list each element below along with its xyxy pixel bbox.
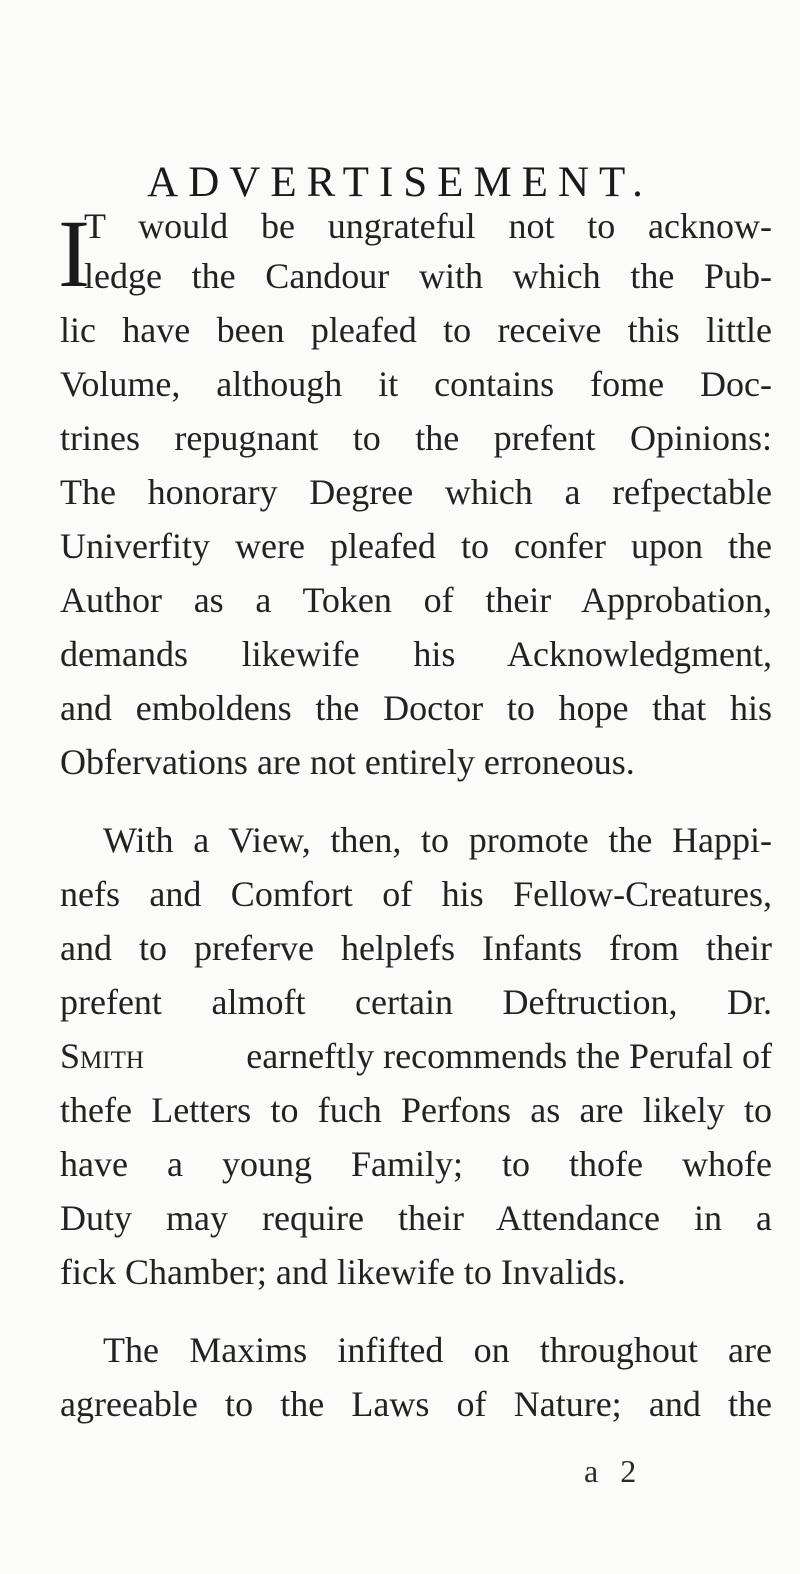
drop-cap: I: [58, 200, 90, 307]
paragraph-2-line: With a View, then, to promote the Happi-: [103, 820, 772, 860]
paragraph-1-line: trines repugnant to the prefent Opinions:: [60, 418, 772, 458]
paragraph-1-line: The honorary Degree which a refpectable: [60, 472, 772, 512]
paragraph-1-line: Univerfity were pleafed to confer upon the: [60, 526, 772, 566]
paragraph-2-line: fick Chamber; and likewife to Invalids.: [60, 1252, 626, 1292]
paragraph-1-line: Author as a Token of their Approbation,: [60, 580, 772, 620]
paragraph-2-line: nefs and Comfort of his Fellow-Creatures,: [60, 874, 772, 914]
signature-mark: a 2: [584, 1453, 637, 1489]
paragraph-3-line: agreeable to the Laws of Nature; and the: [60, 1384, 772, 1424]
paragraph-1-line: lic have been pleafed to receive this little: [60, 310, 772, 350]
paragraph-1-line: Volume, although it contains fome Doc-: [60, 364, 772, 404]
paragraph-1-line: ledge the Candour with which the Pub-: [84, 256, 772, 296]
paragraph-2-line: and to preferve helplefs Infants from their: [60, 928, 772, 968]
paragraph-1-line: demands likewife his Acknowledgment,: [60, 634, 772, 674]
paragraph-2-line-text: earneftly recommends the Perufal of: [246, 1036, 772, 1076]
paragraph-2-line: prefent almoft certain Deftruction, Dr.: [60, 982, 772, 1022]
page-heading: ADVERTISEMENT.: [147, 159, 653, 206]
paragraph-3-line: The Maxims infifted on throughout are: [103, 1330, 772, 1370]
paragraph-1-line: T would be ungrateful not to acknow-: [84, 206, 772, 246]
paragraph-2-line: have a young Family; to thofe whofe: [60, 1144, 772, 1184]
paragraph-1-line: and emboldens the Doctor to hope that his: [60, 688, 772, 728]
smith-name: Smith: [60, 1036, 144, 1076]
paragraph-2-line: Duty may require their Attendance in a: [60, 1198, 772, 1238]
paragraph-2-line: [60, 1036, 772, 1076]
paragraph-2-line: thefe Letters to fuch Perfons as are likely to: [60, 1090, 772, 1130]
paragraph-1-line: Obfervations are not entirely erroneous.: [60, 742, 635, 782]
